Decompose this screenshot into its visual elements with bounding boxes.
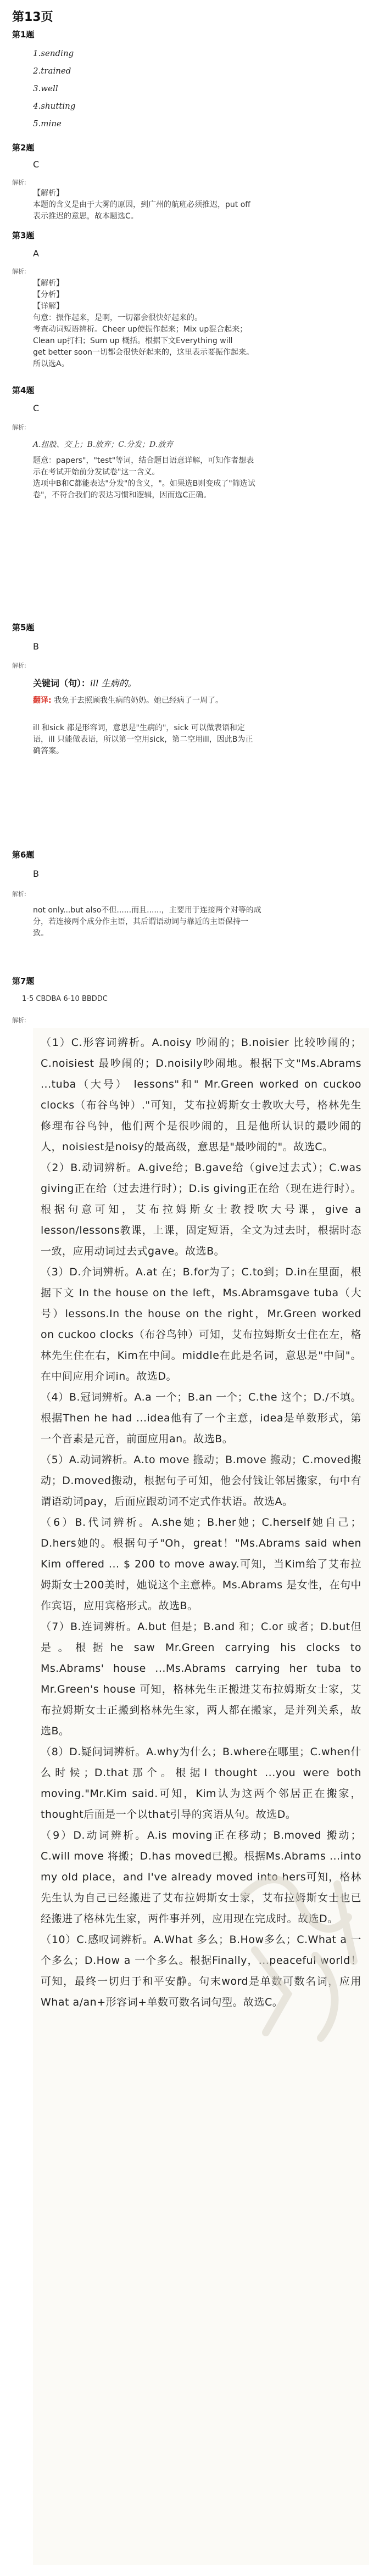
- q4-analysis-line-1: 题意：papers"，"test"等词，结合题目语意详解，可知作者想表: [33, 456, 254, 465]
- q6-analysis: [33, 905, 363, 939]
- q3-analysis-sub1: 【分析】: [33, 290, 64, 299]
- q1-answer-1: 1.sending: [33, 48, 74, 58]
- q5-keyword-value: ill 生病的。: [90, 678, 137, 688]
- q7-short-answers: 1-5 CBDBA 6-10 BBDDC: [22, 995, 108, 1003]
- q5-analysis-line-3: 确答案。: [33, 747, 64, 755]
- q3-answer: A: [33, 248, 39, 259]
- q7-paragraph-4: （4）B.冠词辨析。A.a 一个；B.an 一个；C.the 这个；D./不填。根据Then he had ...idea他有了一个主意，idea是单数形式，第一个音素是元音，前面应用an。故选B。: [41, 1391, 361, 1445]
- q5-answer: B: [33, 641, 39, 652]
- q3-analysis-line-2: 考查动词短语辨析。Cheer up使振作起来；Mix up混合起来；: [33, 325, 248, 334]
- q7-paragraph-6: （6）B.代词辨析。A.she她；B.her她；C.herself她自己；D.hers她的。根据句子"Oh，great！"Ms.Abrams said when Kim offered ... $ 200 to move away.可知，当Kim给了艾布拉姆斯女士200美时，她说这个主意棒。Ms.Abrams 是女性，在句中作宾语，应用宾格形式。故选B。: [41, 1516, 361, 1612]
- q1-answer-5: 5.mine: [33, 119, 62, 128]
- q4-answer: C: [33, 403, 40, 413]
- q5-analysis-line-2: 语，ill 只能做表语，所以第一空用sick，第二空用ill，因此B为正: [33, 735, 253, 744]
- question-5-heading: 第5题: [12, 623, 35, 632]
- q3-analysis-sub2: 【详解】: [33, 302, 64, 311]
- q2-analysis-line-2: 表示推迟的意思，故本题选C。: [33, 212, 138, 221]
- q6-analysis-line-1: not only...but also不但......而且......，主要用于连接两个对等的成: [33, 906, 261, 915]
- q3-analysis-line-3: Clean up打扫；Sum up 概括。根据下文Everything will: [33, 337, 233, 345]
- q3-analysis-line-5: 所以选A。: [33, 360, 69, 368]
- q1-answer-4: 4.shutting: [33, 101, 76, 111]
- q7-paragraph-9: （9）D.动词辨析。A.is moving正在移动；B.moved 搬动；C.will move 将搬；D.has moved已搬。根据Ms.Abrams ...into my old place，and I've already moved into hers可知，格林先生认为自己已经搬进了艾布拉姆斯女士家，艾布拉姆斯女士也已经搬进了格林先生家，两件事并列，应用现在完成时。故选D。: [41, 1829, 361, 1925]
- q7-paragraph-2: （2）B.动词辨析。A.give给；B.gave给（give过去式）；C.was giving正在给（过去进行时）；D.is giving正在给（现在进行时）。根据句意可知，艾布拉姆斯女士教授吹大号课，give a lesson/lessons教课，上课，固定短语，全文为过去时，根据时态一致，应用动词过去式gave。故选B。: [41, 1162, 361, 1257]
- q7-paragraph-7: （7）B.连词辨析。A.but 但是；B.and 和；C.or 或者；D.but但是。根据he saw Mr.Green carrying his clocks to Ms.Abrams' house ...Ms.Abrams carrying her tuba to Mr.Green's house 可知，格林先生正搬进艾布拉姆斯女士家，艾布拉姆斯女士正搬到格林先生家，两人都在搬家，是并列关系，故选B。: [41, 1621, 361, 1737]
- q7-paragraph-1: （1）C.形容词辨析。A.noisy 吵闹的；B.noisier 比较吵闹的；C.noisiest 最吵闹的；D.noisily吵闹地。根据下文"Ms.Abrams ...tuba（大号） lessons"和" Mr.Green worked on cuckoo clocks（布谷鸟钟）."可知，艾布拉姆斯女士教吹大号，格林先生修理布谷鸟钟，他们两个是很吵闹的，且是他所认识的最吵闹的人，noisiest是noisy的最高级，意思是"最吵闹的"。故选C。: [41, 1037, 361, 1153]
- q5-analysis-label: 解析:: [12, 662, 26, 669]
- q7-paragraph-3: （3）D.介词辨析。A.at 在；B.for为了；C.to到；D.in在里面，根据下文 In the house on the left，Ms.Abramsgave tuba（大号）lessons.In the house on the right，Mr.Green worked on cuckoo clocks（布谷鸟钟）可知，艾布拉姆斯女士住在左，格林先生住在右，Kim在中间。middle在此是名词，意思是"中间"。在中间应用介词in。故选D。: [41, 1266, 361, 1382]
- q4-options-line: A.扭股、交上；B.放弃；C.分发；D.放弃: [33, 440, 174, 449]
- q7-paragraph-5: （5）A.动词辨析。A.to move 搬动；B.move 搬动；C.moved搬动；D.moved搬动，根据句子可知，他会付钱让邻居搬家，句中有谓语动词pay，后面应跟动词不定式作状语。故选A。: [41, 1454, 361, 1508]
- q6-answer: B: [33, 869, 39, 879]
- q5-translation: [33, 695, 363, 707]
- q5-translate-label: 翻译:: [33, 696, 52, 705]
- q7-paragraph-10: （10）C.感叹词辨析。A.What 多么；B.How多么；C.What a 一个多么；D.How a 一个多么。根据Finally，...peaceful world！可知，最终一切归于和平安静。句末word是单数可数名词，应用What a/an+形容词+单数可数名词句型。故选C。: [41, 1934, 361, 2008]
- q4-analysis-label: 解析:: [12, 424, 26, 431]
- q7-explanation-photo: [33, 1028, 369, 2565]
- q7-paragraph-8: （8）D.疑问词辨析。A.why为什么；B.where在哪里；C.when什么时候；D.that那个。根据I thought ...you were both moving."Mr.Kim said.可知，Kim认为这两个邻居正在搬家，thought后面是一个以that引导的宾语从句。故选D。: [41, 1746, 361, 1821]
- q1-answer-2: 2.trained: [33, 66, 71, 76]
- q3-analysis-line-4: get better soon一切都会很快好起来的，这里表示要振作起来。: [33, 348, 254, 357]
- q3-analysis-title: 【解析】: [33, 279, 64, 288]
- question-4-heading: 第4题: [12, 385, 35, 395]
- q5-analysis: [33, 723, 363, 757]
- q3-analysis: [33, 278, 363, 370]
- q6-analysis-line-3: 致。: [33, 929, 48, 938]
- page-title: 第13页: [12, 10, 53, 24]
- q3-analysis-line-1: 句意：振作起来，是啊，一切都会很快好起来的。: [33, 313, 202, 322]
- q6-analysis-line-2: 分，若连接两个成分作主语，其后谓语动词与靠近的主语保持一: [33, 917, 248, 926]
- q1-answer-3: 3.well: [33, 83, 58, 93]
- q2-analysis-line-1: 本题的含义是由于大雾的原因，到广州的航班必须推迟，put off: [33, 200, 250, 209]
- q4-analysis: [33, 439, 363, 501]
- q3-analysis-label: 解析:: [12, 268, 26, 275]
- question-3-heading: 第3题: [12, 231, 35, 240]
- q6-analysis-label: 解析:: [12, 891, 26, 898]
- q4-analysis-line-5: 卷"，不符合我们的表达习惯和逻辑，因而选C正确。: [33, 491, 211, 500]
- q5-keyword-label: 关键词（句）：: [33, 678, 91, 688]
- q2-analysis-label: 解析:: [12, 179, 26, 186]
- q2-answer: C: [33, 159, 40, 170]
- q4-analysis-line-2: 示在考试开始前分发试卷"这一含义。: [33, 468, 160, 477]
- question-6-heading: 第6题: [12, 850, 35, 860]
- question-2-heading: 第2题: [12, 143, 35, 153]
- question-1-heading: 第1题: [12, 30, 35, 40]
- q5-analysis-line-1: ill 和sick 都是形容词，意思是"生病的"，sick 可以做表语和定: [33, 724, 245, 732]
- question-7-heading: 第7题: [12, 976, 35, 986]
- q2-analysis-title: 【解析】: [33, 189, 64, 198]
- q5-translate-text: 我免于去照顾我生病的奶奶。她已经病了一周了。: [54, 696, 224, 705]
- q4-analysis-line-4: 选项中B和C都能表达"分发"的含义，"。如果选B则变成了"筛选试: [33, 479, 255, 488]
- q2-analysis: [33, 188, 363, 222]
- q7-analysis-label: 解析:: [12, 1017, 26, 1024]
- q5-keyword-line: [33, 676, 136, 689]
